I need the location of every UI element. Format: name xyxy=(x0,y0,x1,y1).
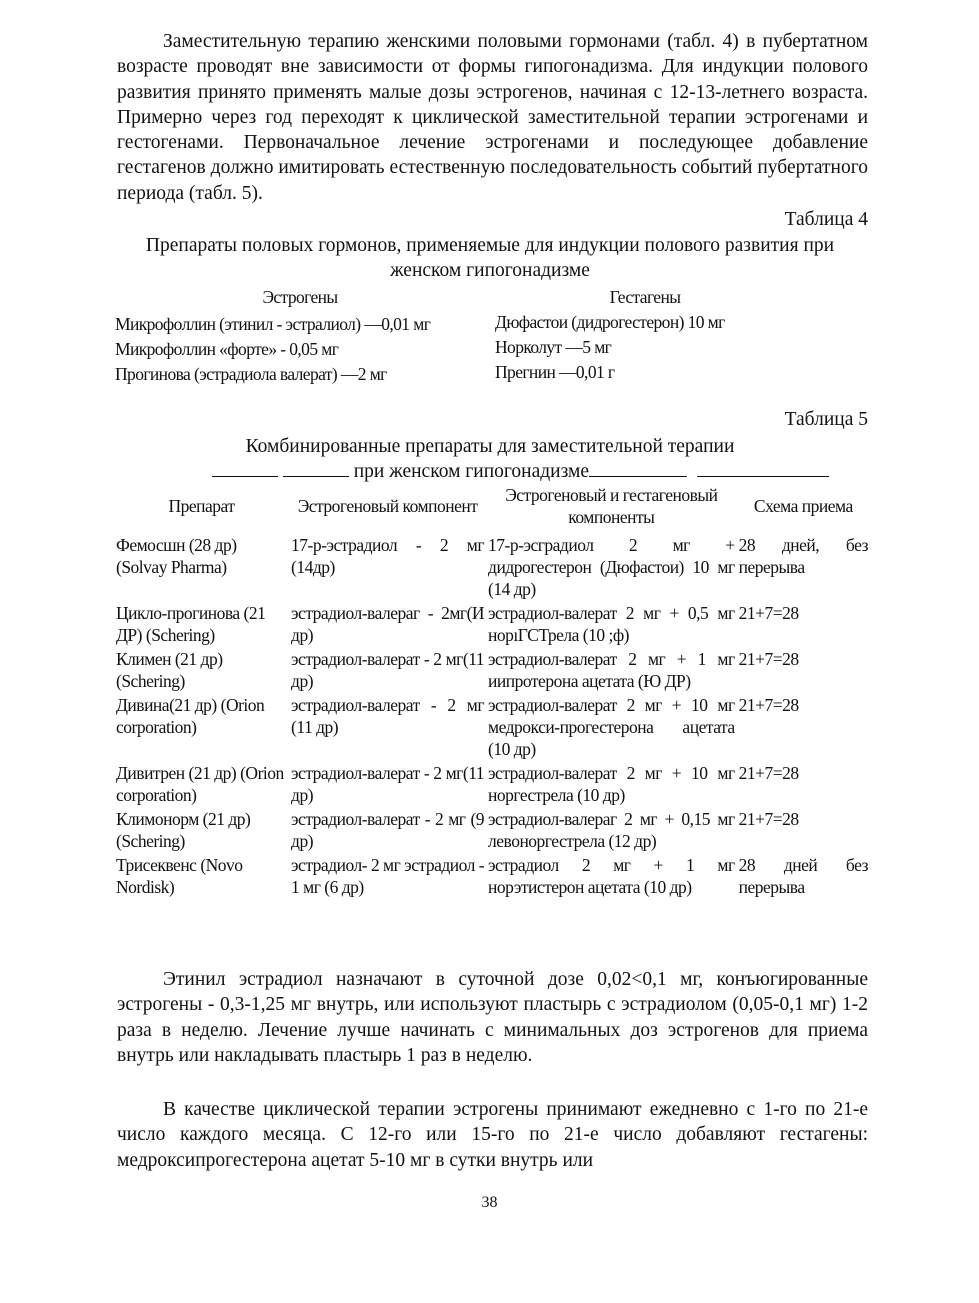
paragraph-ethinyl-estradiol: Этинил эстрадиол назначают в суточной дозе 0,02<0,1 мг, конъюгированные эстрогены - 0,3-1,25 мг внутрь, или используют пластырь с эстрадиолом (0,05-0,1 мг) 1-2 раза в неделю. Лечение лучше начинать с минимальных доз эстрогенов для приема внутрь или накладывать пластырь 1 раз в неделю. xyxy=(117,969,868,1066)
cell-drug: Трисеквенс (Novo Nordisk) xyxy=(116,855,243,897)
cell-schedule: 28 дней без перерыва xyxy=(738,855,868,897)
table-row xyxy=(114,602,870,648)
cell-drug: Дивина(21 др) (Orion corporation) xyxy=(116,695,265,737)
cell-estrogen: эстрадиол-валерат - 2 мг (9 др) xyxy=(291,809,485,851)
table-row xyxy=(114,648,870,694)
table-4-title: Препараты половых гормонов, применяемые для индукции полового развития при женском гипогонадизме xyxy=(145,235,835,281)
table-4-gestagens-column xyxy=(495,285,795,385)
cell-combined: эстрадиол 2 мг + 1 мг норэтистерон ацетата (10 др) xyxy=(488,855,735,897)
table-row xyxy=(114,762,870,808)
table-4-number: Таблица 4 xyxy=(784,209,868,230)
cell-estrogen: эстрадиол-валерат - 2 мг(11 др) xyxy=(291,649,485,691)
cell-combined: эстрадиол-валерат 2 мг + 10 мг медрокси-прогестерона ацетата (10 др) xyxy=(488,695,735,759)
table-5-header-combined: Эстрогеновый и гестагеновый компоненты xyxy=(505,485,718,527)
rule-line xyxy=(212,458,278,477)
cell-schedule: 21+7=28 xyxy=(738,649,799,669)
rule-line xyxy=(589,458,687,477)
cell-schedule: 21+7=28 xyxy=(738,763,799,783)
table-row xyxy=(114,808,870,854)
cell-combined: эстрадиол-валерат 2 мг + 0,5 мг норıГСТрела (10 ;ф) xyxy=(488,603,735,645)
table-row xyxy=(114,854,870,900)
table-5-header-schedule: Схема приема xyxy=(753,496,853,516)
rule-line xyxy=(697,458,829,477)
table-5-header-estrogen: Эстрогеновый компонент xyxy=(297,496,478,516)
table-4-estrogen-item: Микрофоллин (этинил - эстралиол) —0,01 мг xyxy=(115,314,431,334)
table-5-header-drug: Препарат xyxy=(168,496,235,516)
cell-schedule: 21+7=28 xyxy=(738,695,799,715)
paragraph-intro: Заместительную терапию женскими половыми гормонами (табл. 4) в пубертатном возрасте проводят вне зависимости от формы гипогонадизма. Для индукции полового развития принято применять малые дозы эстрогенов, начиная с 12-13-летнего возраста. Примерно через год переходят к циклической заместительной терапии эстрогенами и гестогенами. Первоначальное лечение эстрогенами и последующее добавление гестагенов должно имитировать естественную последовательность событий пубертатного периода (табл. 5). xyxy=(117,31,868,204)
cell-schedule: 21+7=28 xyxy=(738,603,799,623)
cell-estrogen: эстрадиол- 2 мг эстрадиол - 1 мг (6 др) xyxy=(291,855,485,897)
table-5-subtitle-line xyxy=(212,458,829,484)
table-5-subtitle: при женском гипогонадизме xyxy=(353,461,590,482)
cell-drug: Дивитрен (21 др) (Orion corporation) xyxy=(116,763,284,805)
cell-estrogen: 17-р-эстрадиол - 2 мг (14др) xyxy=(291,535,485,577)
page-number: 38 xyxy=(481,1194,498,1211)
table-4-gestagen-item: Норколут —5 мг xyxy=(495,337,612,357)
cell-combined: 17-р-эсградиол 2 мг + дидрогестерон (Дюфастои) 10 мг (14 др) xyxy=(488,535,735,599)
cell-drug: Цикло-прогинова (21 ДР) (Schering) xyxy=(116,603,266,645)
table-4-gestagen-item: Прегнин —0,01 г xyxy=(495,362,615,382)
table-5 xyxy=(114,484,870,900)
paragraph-cyclic-therapy: В качестве циклической терапии эстрогены принимают ежедневно с 1-го по 21-е число каждого месяца. С 12-го или 15-го по 21-е число добавляют гестагены: медроксипрогестерона ацетат 5-10 мг в сутки внутрь или xyxy=(117,1099,868,1171)
table-4-estrogens-column xyxy=(115,285,485,387)
cell-combined: эстрадиол-валераг 2 мг + 0,15 мг левоноргестрела (12 др) xyxy=(488,809,735,851)
cell-estrogen: эстрадиол-валерат - 2 мг (11 др) xyxy=(291,695,485,737)
cell-schedule: 21+7=28 xyxy=(738,809,799,829)
table-4-estrogens-header: Эстрогены xyxy=(262,287,338,307)
table-4-estrogen-item: Прогинова (эстрадиола валерат) —2 мг xyxy=(115,364,387,384)
cell-drug: Климонорм (21 др) (Schering) xyxy=(116,809,251,851)
table-row xyxy=(114,534,870,602)
cell-estrogen: эстрадиол-валераг - 2мг(И др) xyxy=(291,603,485,645)
table-4-estrogen-item: Микрофоллин «форте» - 0,05 мг xyxy=(115,339,339,359)
cell-drug: Климен (21 др) (Schering) xyxy=(116,649,223,691)
cell-drug: Фемосшн (28 др) (Solvay Pharma) xyxy=(116,535,237,577)
cell-estrogen: эстрадиол-валерат - 2 мг(11 др) xyxy=(291,763,485,805)
cell-schedule: 28 дней, без перерыва xyxy=(738,535,868,577)
table-5-title: Комбинированные препараты для заместительной терапии xyxy=(245,436,735,457)
table-5-number: Таблица 5 xyxy=(784,409,868,430)
cell-combined: эстрадиол-валерат 2 мг + 1 мг иипротерона ацетата (Ю ДР) xyxy=(488,649,735,691)
table-4-gestagens-header: Гестагены xyxy=(609,287,681,307)
table-row xyxy=(114,694,870,762)
rule-line xyxy=(283,458,349,477)
table-4-gestagen-item: Дюфастои (дидрогестерон) 10 мг xyxy=(495,312,725,332)
cell-combined: эстрадиол-валерат 2 мг + 10 мг норгестрела (10 др) xyxy=(488,763,735,805)
